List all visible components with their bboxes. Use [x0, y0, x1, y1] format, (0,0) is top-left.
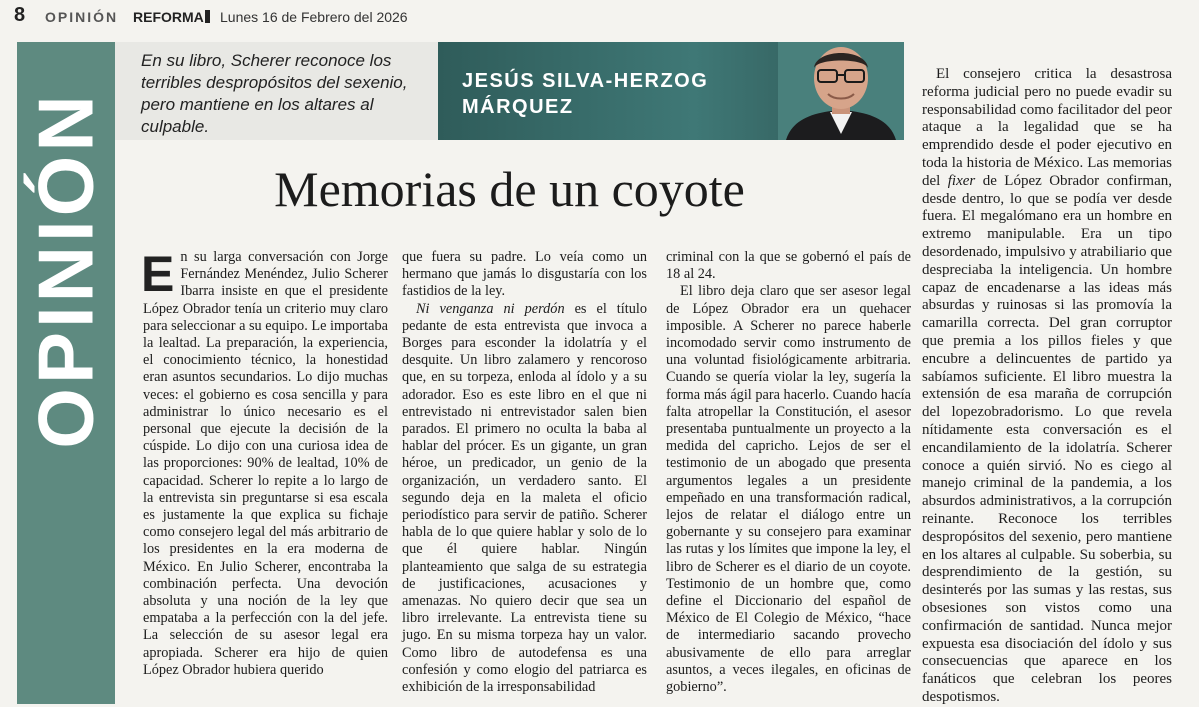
section-name: OPINIÓN	[45, 9, 119, 25]
paragraph: El libro deja claro que ser asesor legal de López Obrador era un quehacer imposible. A Scherer no parece haberle incomodado servir como instrumento de una voluntad fisiológicamente arbitraria. Cuando se quería violar la ley, sugería la forma más ágil para hacerlo. Cuando hacía falta atropellar la Constitución, el asesor presentaba puntualmente un proyecto a la medida del capricho. Lejos de ser el testimonio de un abogado que presenta argumentos legales a un presidente empeñado en una transformación radical, lejos de relatar el diálogo entre un gobernante y su consejero para examinar las rutas y los límites que impone la ley, el libro de Scherer es el diario de un coyote. Testimonio de un hombre que, como define el Diccionario del español de México de El Colegio de México, “hace de intermediario sacando provecho abusivamente de ello para arreglar asuntos, a veces ilegales, en oficinas de gobierno”.	[666, 283, 911, 696]
book-title: Ni venganza ni perdón	[416, 300, 565, 317]
section-vertical-label: OPINIÓN	[21, 91, 110, 449]
author-name-line1: JESÚS SILVA-HERZOG	[462, 70, 709, 92]
article-column-1	[141, 246, 388, 679]
article-column-2	[402, 249, 647, 696]
drop-cap: E	[141, 246, 175, 302]
paragraph: Ni venganza ni perdón es el título pedante de esta entrevista que invoca a Borges para esconder la idolatría y el desquite. Un libro zalamero y rencoroso que, en su torpeza, enloda al ídolo y a su adorador. Eso es este libro en el que ni entrevistado ni entrevistador salen bien parados. El primero no oculta la baba al hablar del prócer. Es un gigante, un gran héroe, un predicador, un genio de la organización, un verdadero santo. El segundo deja en la maleta el oficio periodístico para servir de patiño. Scherer habla de lo que quiere hablar y solo de lo que él quiere hablar. Ningún planteamiento que salga de su estrategia de justificaciones, acusaciones y amenazas. No quiero decir que sea un libro irrelevante. La entrevista tiene su jugo. En su misma torpeza hay un valor. Como libro de autodefensa es una confesión y como elogio del patriarca es exhibición de la irresponsabilidad	[402, 300, 647, 696]
tagline-text: En su libro, Scherer reconoce los terribles despropósitos del sexenio, pero mantiene en los altares al culpable.	[141, 51, 408, 136]
page-number: 8	[14, 4, 26, 26]
article-column-4	[922, 66, 1172, 707]
article-column-3	[666, 249, 911, 696]
section-sidebar	[17, 42, 115, 704]
newspaper-name: REFORMA	[133, 9, 204, 25]
author-portrait	[778, 42, 904, 140]
paragraph: criminal con la que se gobernó el país de 18 al 24.	[666, 249, 911, 283]
author-name	[462, 68, 708, 120]
paragraph: que fuera su padre. Lo veía como un hermano que jamás lo disgustaría con los fastidios de la ley.	[402, 249, 647, 300]
author-name-line2: MÁRQUEZ	[462, 96, 574, 118]
headline: Memorias de un coyote	[274, 161, 745, 217]
paragraph: n su larga conversación con Jorge Fernández Menéndez, Julio Scherer Ibarra insiste en que el presidente López Obrador tenía un criterio muy claro para seleccionar a su equipo. Le importaba la lealtad. La preparación, la experiencia, el conocimiento técnico, la honestidad eran asuntos secundarios. Lo dijo muchas veces: el gobierno es cosa sencilla y para administrar lo único necesario es el personal que ejecute la decisión de la cúspide. Lo dijo con una curiosa idea de las proporciones: 90% de lealtad, 10% de capacidad. Scherer lo repite a lo largo de la entrevista sin preguntarse si esa escala es justamente la que explica su fichaje como consejero legal del más arbitrario de los presidentes en la era moderna de México. En Julio Scherer, encontraba la combinación perfecta. Una devoción absoluta y una noción de la ley que empataba a la perfección con la del jefe. La selección de su asesor legal era apropiada. Scherer era hijo de quien López Obrador hubiera querido	[143, 249, 388, 678]
italic-term: fixer	[947, 172, 976, 189]
paragraph: El consejero critica la desastrosa reforma judicial pero no puede evadir su responsabilidad como facilitador del peor ataque a la legalidad que se ha emprendido desde el poder ejecutivo en toda la historia de México. Las memorias del fixer de López Obrador confirman, desde dentro, lo que se podía ver desde fuera. El megalómano era un hombre en extremo manipulable. Era un tipo desordenado, impulsivo y atrabiliario que despreciaba la inteligencia. Un hombre capaz de encadenarse a las ideas más absurdas y ruinosas si las promovía la camarilla correcta. Del gran corruptor que premia a los pillos fieles y que encubre a delincuentes de partido ya sabíamos suficiente. El libro muestra la extensión de esa maraña de corrupción del lopezobradorismo. Lo que revela nítidamente esta conversación es el encandilamiento de la idolatría. Scherer conoce a quién sirvió. No es ciego al manejo criminal de la pandemia, a los absurdos administrativos, a la corrupción reinante. Reconoce los terribles despropósitos del sexenio, pero mantiene en los altares al culpable. Su soberbia, su desprendimiento de la gestión, su desinterés por las sumas y las restas, sus obsesiones son vistos como una confirmación de santidad. Nunca mejor expuesta esa disociación del ídolo y sus consecuencias que aparece en los fanáticos que celebran los peores despotismos.	[922, 66, 1172, 705]
publication-date: Lunes 16 de Febrero del 2026	[220, 9, 408, 25]
page-header	[0, 0, 1199, 28]
author-banner	[438, 42, 904, 140]
header-separator	[205, 10, 210, 23]
tagline-box	[115, 42, 438, 140]
